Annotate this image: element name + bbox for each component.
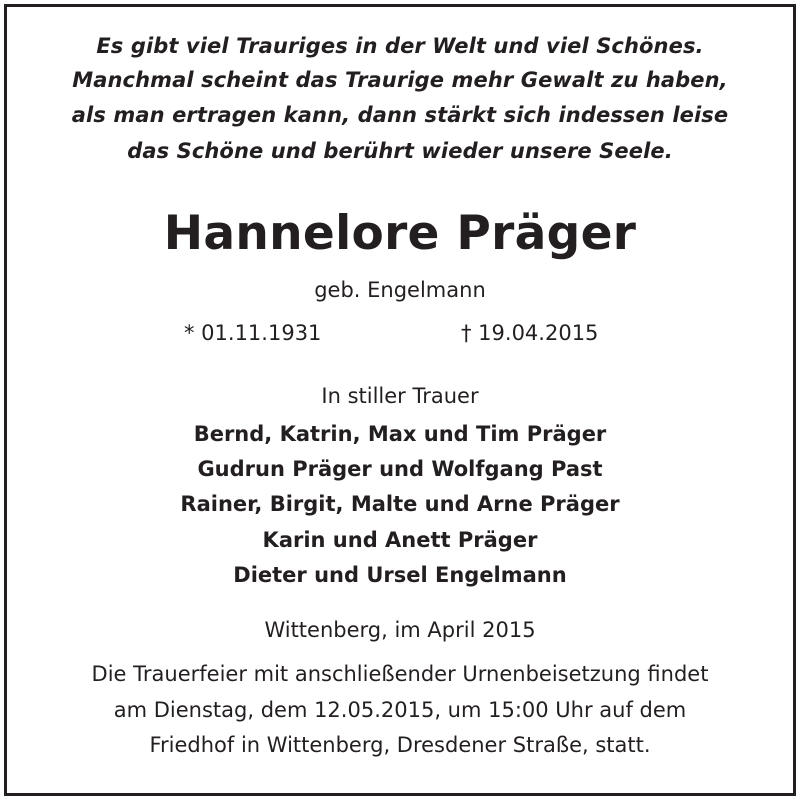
mourner-line: Bernd, Katrin, Max und Tim Präger [193,422,607,446]
ceremony-line-2: am Dienstag, dem 12.05.2015, um 15:00 Uhr auf dem [113,698,687,722]
birth-date: * 01.11.1931 [184,321,322,345]
mourning-intro: In stiller Trauer [321,384,479,408]
death-date: † 19.04.2015 [461,321,599,345]
mourner-line: Gudrun Präger und Wolfgang Past [197,457,603,481]
deceased-name: Hannelore Präger [163,206,637,261]
quote-line-1: Es gibt viel Trauriges in der Welt und viel Schönes. [96,34,704,58]
quote-line-3: als man ertragen kann, dann stärkt sich indessen leise [71,103,729,127]
mourner-line: Rainer, Birgit, Malte und Arne Präger [180,492,620,516]
quote-line-4: das Schöne und berührt wieder unsere Seele. [127,139,673,163]
ceremony-line-1: Die Trauerfeier mit anschließender Urnenbeisetzung findet [91,662,709,686]
mourner-line: Dieter und Ursel Engelmann [233,563,567,587]
place-and-date: Wittenberg, im April 2015 [264,618,536,642]
ceremony-line-3: Friedhof in Wittenberg, Dresdener Straße, statt. [149,733,651,757]
birth-name: geb. Engelmann [314,278,486,302]
quote-line-2: Manchmal scheint das Traurige mehr Gewalt zu haben, [72,68,728,92]
mourner-line: Karin und Anett Präger [262,528,538,552]
